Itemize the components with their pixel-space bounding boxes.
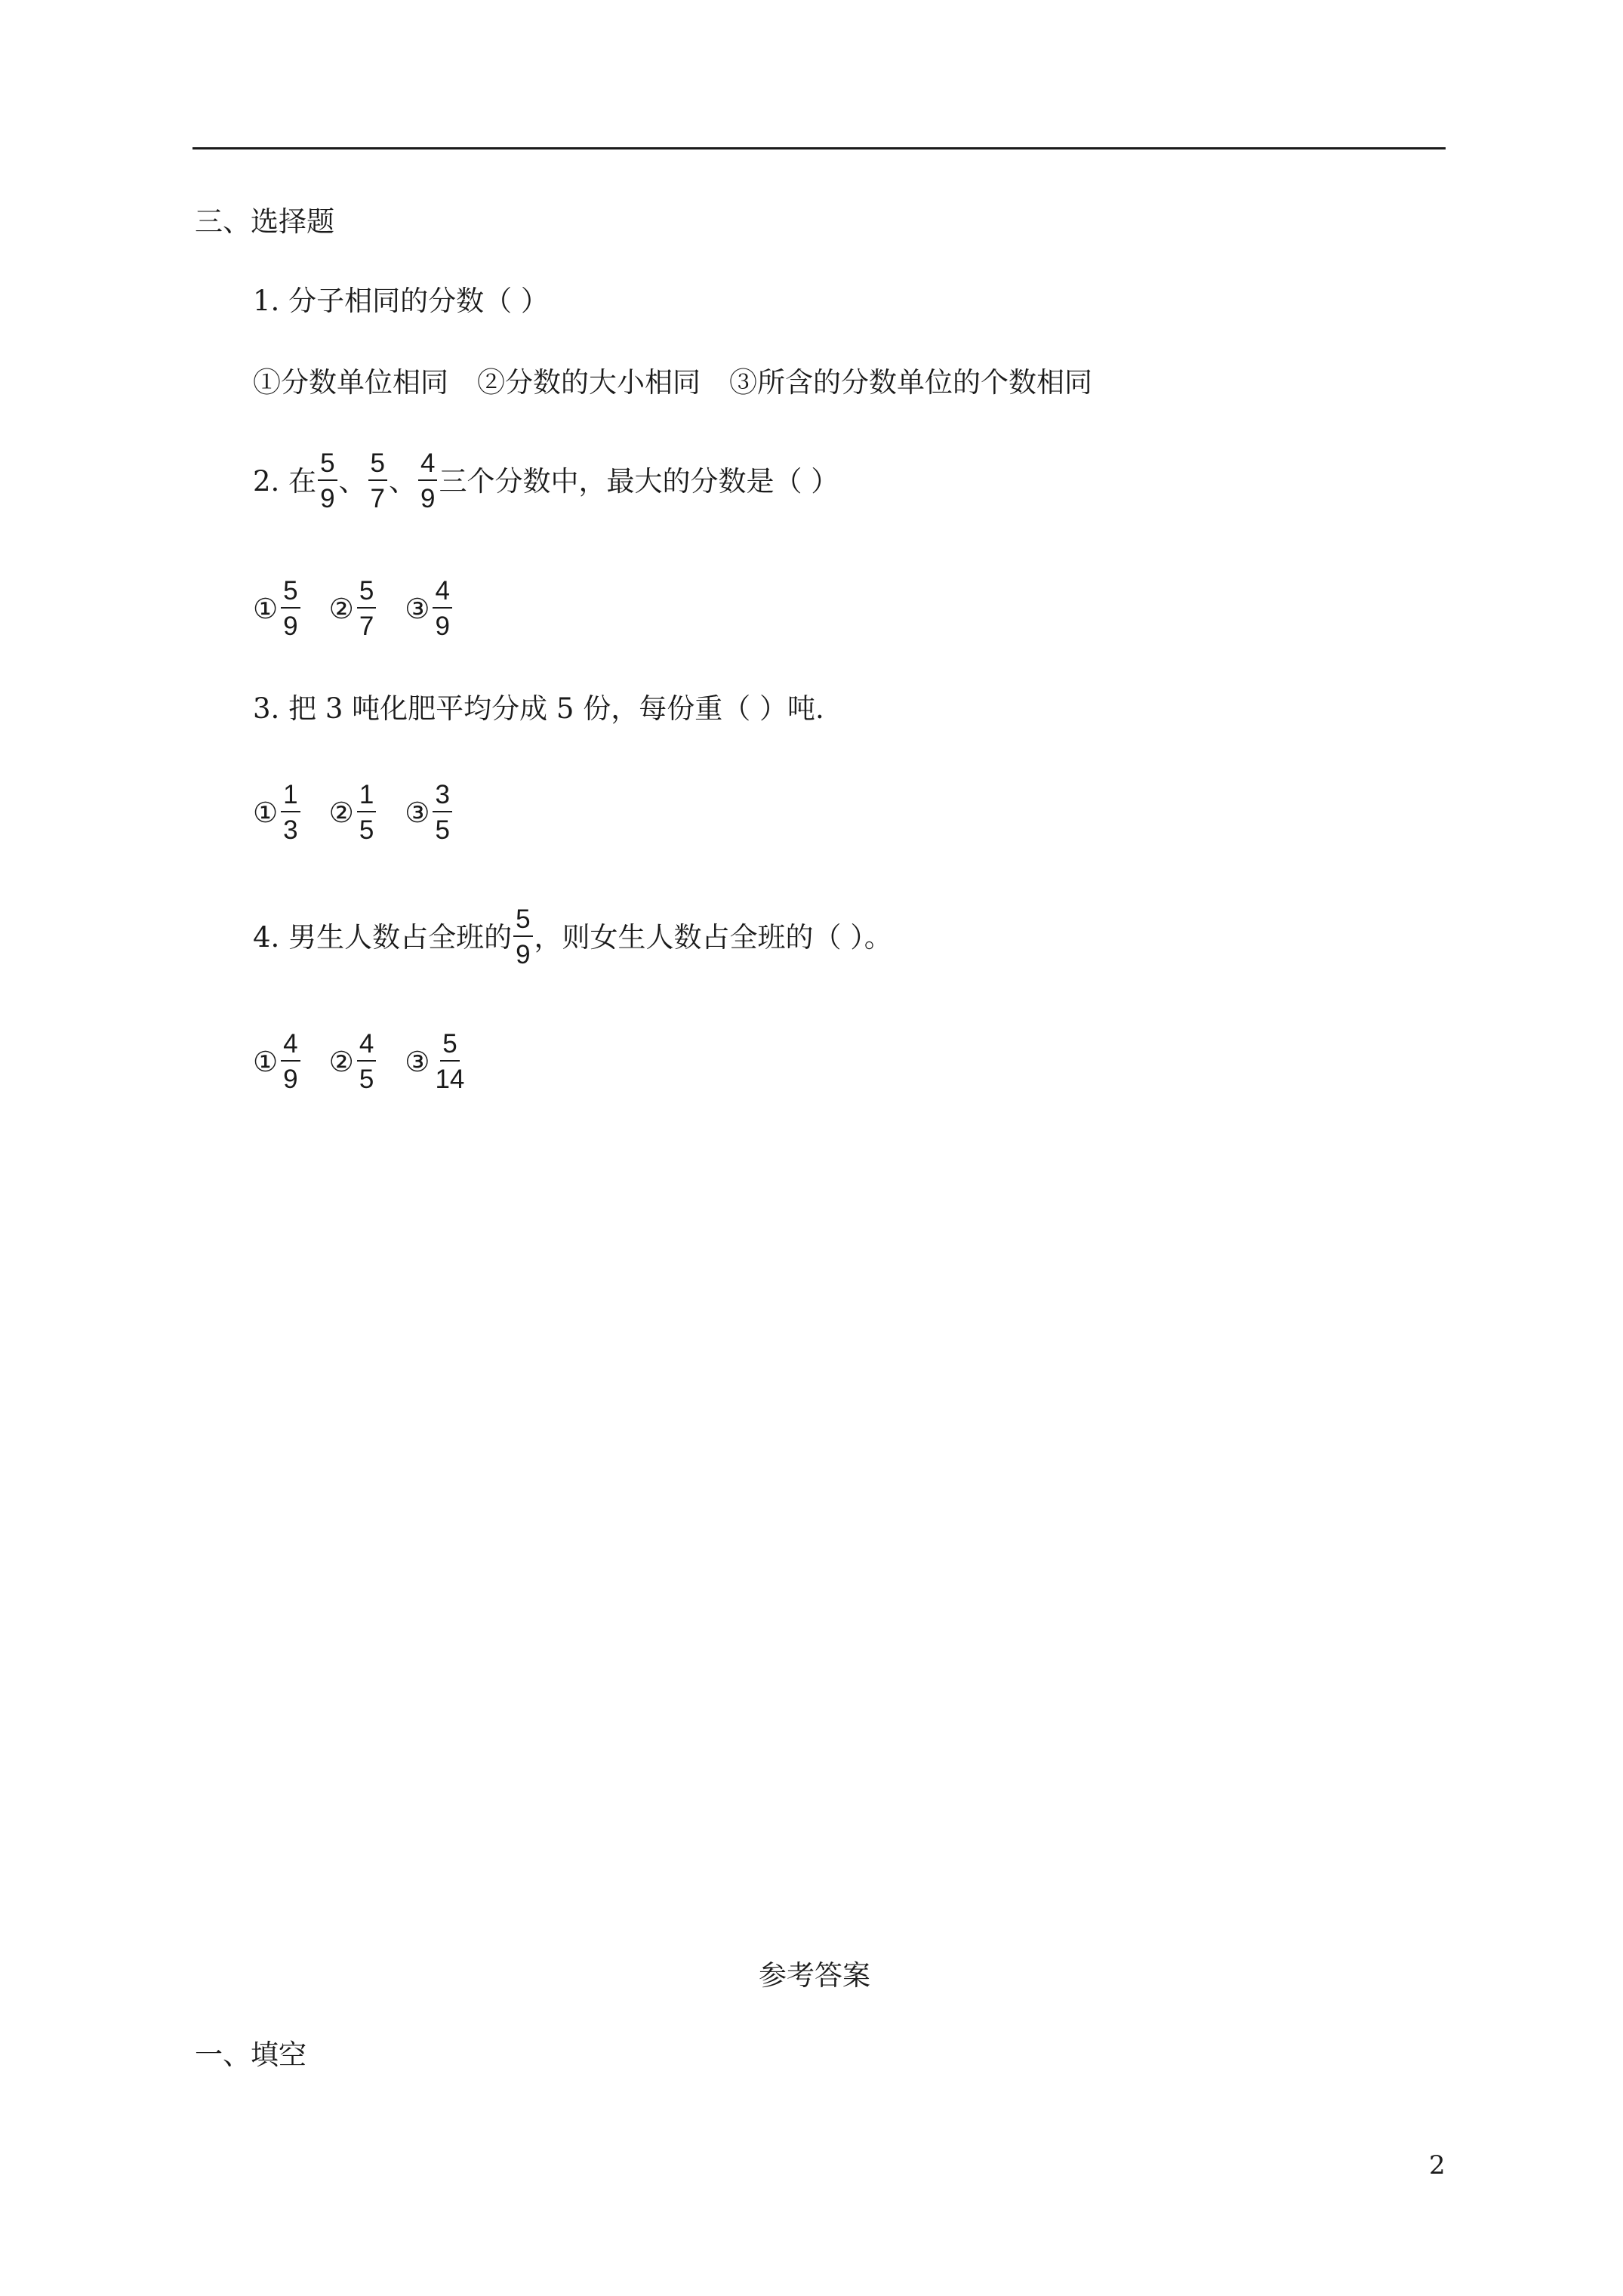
separator: 、: [338, 464, 367, 498]
fraction: $\frac{5}{7}$: [368, 450, 387, 512]
q4-option-2: ② $\frac{4}{5}$: [329, 1031, 378, 1093]
q1-option-1: ①分数单位相同: [253, 366, 448, 399]
answers-section-1: 一、填空: [195, 2039, 306, 2071]
q2-prefix: 2. 在: [253, 464, 317, 498]
section-heading: [195, 205, 334, 238]
separator: 、: [389, 464, 417, 498]
q1-option-2: ②分数的大小相同: [477, 366, 701, 399]
q4-suffix: ，则女生人数占全班的（ ）。: [534, 920, 892, 954]
q1-option-3: ③所含的分数单位的个数相同: [729, 366, 1092, 399]
fraction: $\frac{5}{9}$: [513, 906, 532, 968]
fraction: $\frac{4}{9}$: [418, 450, 437, 512]
answers-title: [759, 1959, 870, 1992]
page-number: 2: [1429, 2150, 1446, 2180]
section-heading-text: 三、选择题: [195, 205, 334, 238]
question-3-options: [253, 781, 481, 843]
answers-title-text: 参考答案: [759, 1959, 870, 1992]
q4-option-3: ③ $\frac{5}{14}$: [405, 1029, 465, 1094]
header-rule: [192, 147, 1446, 149]
fraction: $\frac{5}{9}$: [318, 450, 337, 512]
q3-option-2: ② $\frac{1}{5}$: [329, 781, 378, 843]
question-4-options: [253, 1031, 495, 1093]
question-1-stem: 1. 分子相同的分数（ ）: [253, 285, 549, 317]
question-3: [253, 692, 824, 725]
q2-suffix: 三个分数中，最大的分数是（ ）: [439, 464, 839, 498]
q2-option-2: ② $\frac{5}{7}$: [329, 578, 378, 639]
q2-option-1: ① $\frac{5}{9}$: [253, 578, 302, 639]
question-2-options: [253, 578, 481, 639]
q3-option-1: ① $\frac{1}{3}$: [253, 781, 302, 843]
answers-section-heading: [195, 2041, 306, 2069]
q2-option-3: ③ $\frac{4}{9}$: [405, 578, 454, 639]
question-1-options: [253, 366, 1092, 399]
q4-prefix: 4. 男生人数占全班的: [253, 920, 513, 954]
question-3-stem: 3. 把 3 吨化肥平均分成 5 份，每份重（ ）吨.: [253, 692, 824, 725]
q4-option-1: ① $\frac{4}{9}$: [253, 1031, 302, 1093]
question-4: [253, 906, 892, 968]
question-1: [253, 287, 549, 315]
question-2: [253, 450, 839, 512]
q3-option-3: ③ $\frac{3}{5}$: [405, 781, 454, 843]
